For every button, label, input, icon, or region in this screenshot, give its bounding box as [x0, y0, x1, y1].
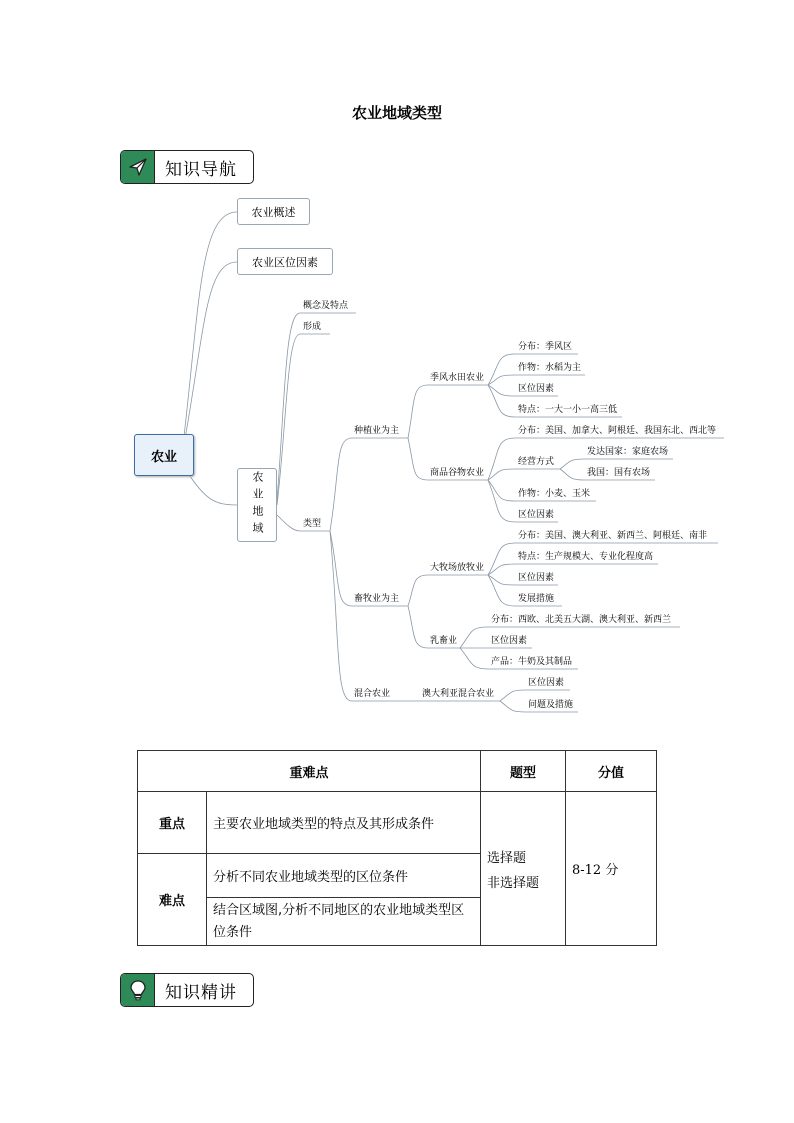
node-grain-factor: 区位因素	[518, 510, 555, 520]
key-point-text: 主要农业地域类型的特点及其形成条件	[207, 792, 481, 854]
question-type-2: 非选择题	[487, 875, 540, 891]
node-grain-distribution: 分布：美国、加拿大、阿根廷、我国东北、西北等	[518, 426, 717, 436]
node-planting: 种植业为主	[354, 426, 400, 436]
node-aus-item: 问题及措施	[528, 700, 574, 710]
score-cell: 8-12 分	[566, 792, 657, 946]
node-ranch-item: 区位因素	[518, 573, 555, 583]
difficult-point-text-2: 结合区域图,分析不同地区的农业地域类型区位条件	[207, 898, 481, 946]
key-points-table	[137, 750, 657, 946]
node-ranch: 大牧场放牧业	[430, 563, 485, 573]
node-agricultural-region: 农业地域	[237, 468, 277, 542]
node-grain-management: 经营方式	[518, 457, 555, 467]
node-grain-crop: 作物：小麦、玉米	[518, 489, 591, 499]
node-ranch-item: 分布：美国、澳大利亚、新西兰、阿根廷、南非	[518, 531, 708, 541]
key-point-label: 重点	[138, 792, 207, 854]
node-dairy-item: 产品：牛奶及其制品	[491, 657, 573, 667]
difficult-point-text-1: 分析不同农业地域类型的区位条件	[207, 854, 481, 898]
node-rice-item: 作物：水稻为主	[518, 363, 582, 373]
section-title: 知识导航	[165, 159, 237, 180]
node-aus-item: 区位因素	[528, 678, 565, 688]
node-dairy-item: 区位因素	[491, 636, 528, 646]
node-formation: 形成	[303, 322, 322, 332]
node-australia-mixed: 澳大利亚混合农业	[422, 689, 495, 699]
node-rice: 季风水田农业	[430, 373, 485, 383]
node-grain-mgmt-item: 发达国家：家庭农场	[587, 447, 669, 457]
question-type-1: 选择题	[487, 850, 527, 866]
question-type-cell	[481, 792, 566, 946]
section-title: 知识精讲	[165, 982, 237, 1003]
node-mixed: 混合农业	[354, 689, 391, 699]
section-knowledge-lecture	[120, 973, 254, 1007]
node-rice-item: 分布：季风区	[518, 342, 573, 352]
node-rice-item: 特点：一大一小一高三低	[518, 405, 618, 415]
node-types: 类型	[303, 519, 322, 529]
node-grain-mgmt-item: 我国：国有农场	[587, 468, 651, 478]
node-location-factors: 农业区位因素	[237, 248, 333, 275]
difficult-point-label: 难点	[138, 854, 207, 946]
node-grain: 商品谷物农业	[430, 468, 485, 478]
node-rice-item: 区位因素	[518, 384, 555, 394]
lightbulb-icon	[121, 974, 155, 1006]
header-score: 分值	[566, 751, 657, 792]
node-livestock: 畜牧业为主	[354, 594, 400, 604]
node-dairy: 乳畜业	[430, 636, 458, 646]
mindmap-root: 农业	[134, 434, 194, 476]
node-ranch-item: 发展措施	[518, 594, 555, 604]
header-key-difficult: 重难点	[138, 751, 481, 792]
node-dairy-item: 分布：西欧、北美五大湖、澳大利亚、新西兰	[491, 615, 672, 625]
header-question-type: 题型	[481, 751, 566, 792]
page-title: 农业地域类型	[351, 104, 442, 122]
node-concept: 概念及特点	[303, 301, 349, 311]
node-ranch-item: 特点：生产规模大、专业化程度高	[518, 552, 654, 562]
node-overview: 农业概述	[237, 198, 310, 225]
